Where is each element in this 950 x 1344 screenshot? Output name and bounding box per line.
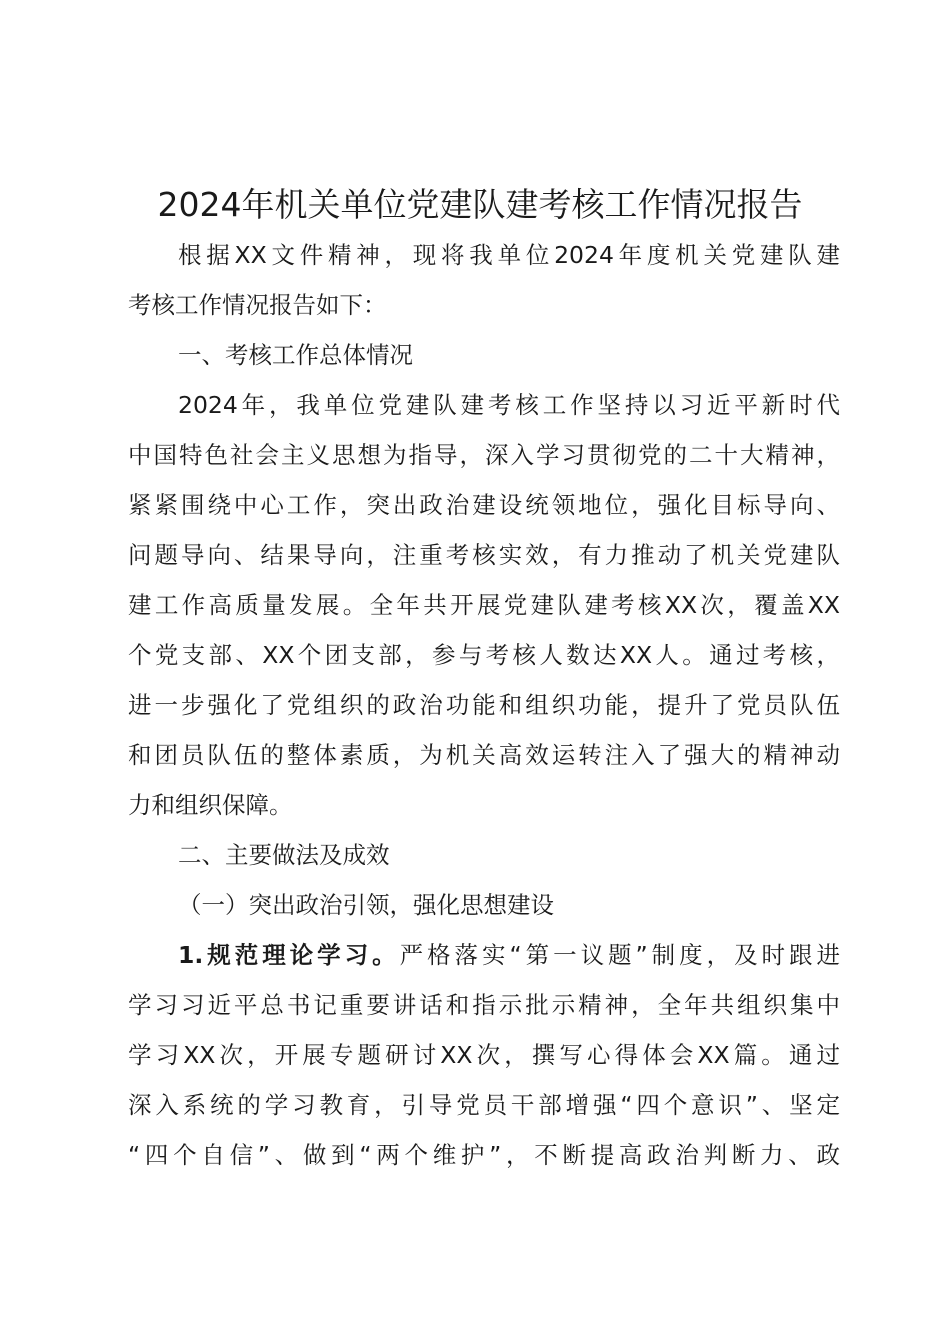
text-line: 中国特色社会主义思想为指导，深入学习贯彻党的二十大精神，	[128, 441, 840, 469]
text-line: 建工作高质量发展。全年共开展党建队建考核XX次，覆盖XX	[128, 591, 840, 619]
section-heading: 一、考核工作总体情况	[178, 341, 413, 369]
section-heading: 二、主要做法及成效	[178, 841, 390, 869]
text-line: 进一步强化了党组织的政治功能和组织功能，提升了党员队伍	[128, 691, 840, 719]
document-body	[128, 230, 840, 1180]
section1-paragraph	[128, 380, 840, 830]
intro-paragraph	[128, 230, 840, 330]
text-line: “四个自信”、做到“两个维护”，不断提高政治判断力、政	[128, 1141, 840, 1169]
text-line: 学习习近平总书记重要讲话和指示批示精神，全年共组织集中	[128, 991, 840, 1019]
document-title: 2024年机关单位党建队建考核工作情况报告	[157, 185, 803, 224]
text-line: 力和组织保障。	[128, 791, 293, 819]
item1-paragraph	[128, 930, 840, 1180]
text-line	[128, 930, 840, 980]
text-line: 问题导向、结果导向，注重考核实效，有力推动了机关党建队	[128, 541, 840, 569]
subsection-heading: （一）突出政治引领，强化思想建设	[178, 891, 554, 919]
text-line: 根据XX文件精神，现将我单位2024年度机关党建队建	[178, 241, 840, 269]
text-line: 和团员队伍的整体素质，为机关高效运转注入了强大的精神动	[128, 741, 840, 769]
text-line: 紧紧围绕中心工作，突出政治建设统领地位，强化目标导向、	[128, 491, 840, 519]
item-text: 严格落实“第一议题”制度，及时跟进	[399, 941, 840, 969]
text-line: 个党支部、XX个团支部，参与考核人数达XX人。通过考核，	[128, 641, 840, 669]
text-line: 学习XX次，开展专题研讨XX次，撰写心得体会XX篇。通过	[128, 1041, 840, 1069]
item-title: 1.规范理论学习。	[178, 941, 400, 969]
text-line: 考核工作情况报告如下：	[128, 291, 387, 319]
text-line: 深入系统的学习教育，引导党员干部增强“四个意识”、坚定	[128, 1091, 840, 1119]
text-line: 2024年，我单位党建队建考核工作坚持以习近平新时代	[178, 391, 840, 419]
